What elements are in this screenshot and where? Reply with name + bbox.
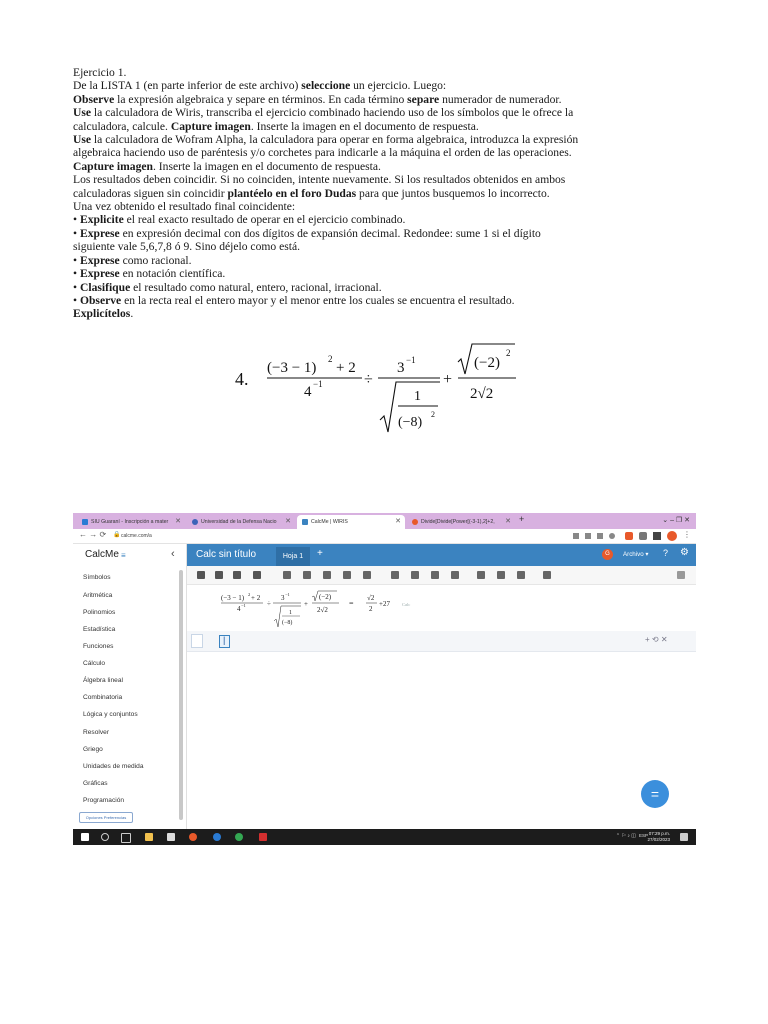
matrix-icon[interactable] [253, 571, 261, 579]
equals-sign: = [349, 599, 354, 608]
share-icon[interactable] [585, 533, 591, 539]
sidebar-item[interactable]: Combinatoria [83, 694, 123, 701]
file-menu[interactable]: Archivo ▾ [623, 551, 649, 558]
result-numerator: √2 [367, 594, 375, 602]
document-title[interactable]: Calc sin título [196, 549, 257, 560]
sidebar-item[interactable]: Programación [83, 797, 125, 804]
user-avatar[interactable]: G [602, 549, 613, 560]
mini-neg8: (−8) [282, 620, 293, 626]
bullet-item-continuation: siguiente vale 5,6,7,8 ó 9. Sino déjelo como está. [73, 240, 301, 254]
mini-exp: 2 [248, 592, 251, 597]
tab-sheet-1[interactable]: Hoja 1 [276, 547, 310, 566]
collapse-sidebar-button[interactable]: ‹ [171, 548, 175, 560]
input-cursor[interactable]: | [219, 635, 230, 648]
mini-plus: + [304, 600, 308, 608]
clock-time: 07:29 p.m. [648, 831, 670, 836]
sidebar [73, 544, 187, 829]
term1-den-exponent: −1 [313, 379, 323, 389]
mini-den-exp: −1 [241, 603, 246, 608]
chrome-icon[interactable] [235, 833, 243, 841]
address-bar [73, 529, 696, 544]
keyboard-icon[interactable] [677, 571, 685, 579]
term1-denominator: 4 [304, 384, 312, 400]
browser-tab-active[interactable] [297, 515, 405, 529]
mini-three-exp: −1 [285, 592, 290, 597]
sidebar-scrollbar[interactable] [179, 570, 183, 820]
puzzle-icon[interactable] [639, 532, 647, 540]
sidebar-item[interactable]: Álgebra lineal [83, 677, 123, 684]
mini-den3: 2√2 [317, 606, 328, 614]
toolbar-icon[interactable] [303, 571, 311, 579]
new-tab-button[interactable]: + [519, 514, 525, 524]
operations-icon[interactable] [197, 571, 205, 579]
row-handle[interactable] [191, 634, 203, 648]
sidebar-item[interactable]: Griego [83, 746, 103, 753]
tab-label: CalcMe | WIRIS [311, 519, 348, 525]
menu-icon: ≡ [121, 551, 126, 560]
site-favicon-icon [412, 519, 418, 525]
sidebar-item[interactable]: Símbolos [83, 574, 111, 581]
row-actions[interactable]: + ⟲ ✕ [645, 635, 668, 644]
sidebar-item[interactable]: Aritmética [83, 592, 113, 599]
tab-label: Divide[Divide[Power[(-3-1),2]+2, [421, 519, 495, 525]
windows-taskbar [73, 829, 696, 845]
calcme-screenshot [73, 513, 696, 845]
math-toolbar [187, 566, 696, 585]
edge-icon[interactable] [213, 833, 221, 841]
calculate-button[interactable]: = [641, 780, 669, 808]
toolbar-icon[interactable] [431, 571, 439, 579]
bullet-item: • Clasifique el resultado como natural, entero, racional, irracional. [73, 280, 382, 294]
clock[interactable] [647, 831, 670, 843]
power-icon[interactable] [215, 571, 223, 579]
toolbar-icon[interactable] [363, 571, 371, 579]
instruction-line: De la LISTA 1 (en parte inferior de este archivo) seleccione un ejercicio. Luego: [73, 79, 447, 93]
sidebar-item[interactable]: Gráficas [83, 780, 108, 787]
browser-tab[interactable] [187, 515, 295, 529]
task-view-icon[interactable] [121, 833, 131, 843]
sidebar-header [73, 544, 186, 566]
sidepanel-icon[interactable] [653, 532, 661, 540]
result-plus-27: +27 [379, 600, 390, 608]
sidebar-item[interactable]: Lógica y conjuntos [83, 711, 138, 718]
term1-numerator: (−3 − 1) [267, 360, 317, 376]
app-header [187, 544, 696, 566]
bookmark-icon[interactable] [597, 533, 603, 539]
mini-one: 1 [289, 610, 292, 616]
site-favicon-icon [192, 519, 198, 525]
term2-num-exponent: −1 [406, 355, 416, 365]
term3-denominator: 2√2 [470, 386, 494, 402]
mini-plus-two: + 2 [251, 594, 261, 602]
sidebar-item[interactable]: Polinomios [83, 609, 116, 616]
mini-den: 4 [237, 605, 241, 613]
instruction-line: Use la calculadora de Wiris, transcriba el ejercicio combinado haciendo uso de los símbolos que le ofrece la [73, 106, 574, 120]
calcme-app [73, 544, 696, 829]
instruction-line: calculadora, calcule. Capture imagen. Inserte la imagen en el documento de respuesta. [73, 119, 479, 133]
site-favicon-icon [82, 519, 88, 525]
tab-label: Universidad de la Defensa Nacio [201, 519, 277, 525]
preferences-button[interactable]: Opciones Preferencias [79, 812, 133, 823]
input-row[interactable] [187, 631, 696, 652]
gear-icon[interactable]: ⚙ [680, 547, 689, 558]
calc-expression [217, 589, 437, 629]
instruction-line: Capture imagen. Inserte la imagen en el documento de respuesta. [73, 159, 381, 173]
mini-neg2: (−2) [319, 593, 332, 601]
window-controls[interactable]: ⌄ – ❐ ✕ [662, 517, 690, 524]
help-icon[interactable]: ? [663, 548, 669, 558]
bullet-item: • Observe en la recta real el entero mayor y el menor entre los cuales se encuentra el resultado. [73, 293, 515, 307]
toolbar-icon[interactable] [283, 571, 291, 579]
calc-label: Calc [402, 602, 411, 607]
cast-icon[interactable] [609, 533, 615, 539]
instructions-text [73, 66, 633, 321]
start-icon[interactable] [81, 833, 89, 841]
exercise-title: Ejercicio 1. [73, 66, 127, 79]
site-favicon-icon [302, 519, 308, 525]
mini-divide: ÷ [267, 600, 271, 608]
toolbar-icon[interactable] [411, 571, 419, 579]
term3-exponent: 2 [506, 348, 511, 358]
math-expression [230, 340, 530, 440]
instruction-line: Una vez obtenido el resultado final coincidente: [73, 200, 296, 214]
instruction-line: Los resultados deben coincidir. Si no coinciden, intente nuevamente. Si los resultados obtenidos en ambos [73, 173, 566, 187]
toolbar-icon[interactable] [343, 571, 351, 579]
pdf-icon[interactable] [259, 833, 267, 841]
closing-line: Explicítelos. [73, 307, 134, 321]
language-indicator[interactable]: ESP [638, 833, 648, 838]
exercise-number: 4. [235, 369, 249, 389]
profile-avatar-icon[interactable] [667, 531, 677, 541]
inner-one: 1 [414, 389, 421, 404]
sidebar-item[interactable]: Funciones [83, 643, 114, 650]
browser-tab[interactable] [77, 515, 185, 529]
inner-exponent: 2 [431, 410, 435, 419]
lock-icon: 🔒 [113, 532, 121, 538]
close-tab-icon[interactable]: ✕ [505, 518, 511, 525]
store-icon[interactable] [167, 833, 175, 841]
add-sheet-button[interactable]: + [317, 548, 323, 559]
toolbar-icon[interactable] [477, 571, 485, 579]
mini-term1: (−3 − 1) [221, 594, 245, 602]
clock-date: 27/02/2023 [647, 837, 670, 842]
sidebar-item[interactable]: Estadística [83, 626, 116, 633]
term3-radicand: (−2) [474, 355, 500, 371]
inner-denominator: (−8) [398, 415, 423, 430]
bullet-item: • Explicite el real exacto resultado de operar en el ejercicio combinado. [73, 213, 406, 227]
root-icon[interactable] [233, 571, 241, 579]
mini-three: 3 [281, 594, 285, 602]
bullet-item: • Exprese en expresión decimal con dos dígitos de expansión decimal. Redondee: sume 1 si el dígito [73, 226, 541, 240]
divide-sign: ÷ [364, 371, 373, 388]
browser-tab[interactable] [407, 515, 515, 529]
close-tab-icon[interactable]: ✕ [285, 518, 291, 525]
folder-icon[interactable] [145, 833, 153, 841]
toolbar-icon[interactable] [451, 571, 459, 579]
term2-numerator: 3 [397, 360, 405, 376]
extension-icon[interactable] [573, 533, 579, 539]
sidebar-item[interactable]: Resolver [83, 729, 110, 736]
toolbar-icon[interactable] [517, 571, 525, 579]
tab-label: SIU Guaraní - Inscripción a mater [91, 519, 169, 525]
calc-row[interactable] [187, 585, 696, 632]
instruction-line: Observe la expresión algebraica y separe en términos. En cada término separe numerador de numerador. [73, 92, 562, 106]
toolbar-icon[interactable] [497, 571, 505, 579]
browser-tab-bar [73, 513, 696, 529]
app-logo: CalcMe [85, 549, 119, 560]
close-tab-icon[interactable]: ✕ [175, 518, 181, 525]
search-icon[interactable] [101, 833, 109, 841]
sidebar-item[interactable]: Cálculo [83, 660, 105, 667]
bullet-item: • Exprese como racional. [73, 253, 192, 267]
toolbar-icon[interactable] [391, 571, 399, 579]
bullet-item: • Exprese en notación científica. [73, 267, 226, 281]
url-field[interactable]: calcme.com/a [121, 533, 152, 539]
instruction-line: calculadoras siguen sin coincidir plantéelo en el foro Dudas para que juntos busquemos lo incorrecto. [73, 186, 550, 200]
instruction-line: algebraica haciendo uso de paréntesis y/o corchetes para indicarle a la máquina el orden de las operaciones. [73, 146, 572, 160]
toolbar-icon[interactable] [323, 571, 331, 579]
toolbar-icon[interactable] [543, 571, 551, 579]
instruction-line: Use la calculadora de Wofram Alpha, la calculadora para operar en forma algebraica, introduzca la expresión [73, 133, 579, 147]
term1-plus-two: + 2 [336, 360, 356, 376]
result-denominator: 2 [369, 605, 373, 613]
worksheet [187, 585, 696, 829]
extension-icon[interactable] [625, 532, 633, 540]
close-tab-icon[interactable]: ✕ [395, 518, 401, 525]
browser-menu-icon[interactable]: ⋮ [683, 530, 691, 539]
firefox-icon[interactable] [189, 833, 197, 841]
term1-exponent: 2 [328, 354, 333, 364]
plus-sign: + [443, 371, 453, 388]
back-forward-reload-icon[interactable]: ← → ⟳ [79, 530, 107, 539]
sidebar-item[interactable]: Unidades de medida [83, 763, 144, 770]
system-tray-icons[interactable]: ⌃ ⚐ ♪ ◫ [615, 833, 636, 839]
notifications-icon[interactable] [680, 833, 688, 841]
